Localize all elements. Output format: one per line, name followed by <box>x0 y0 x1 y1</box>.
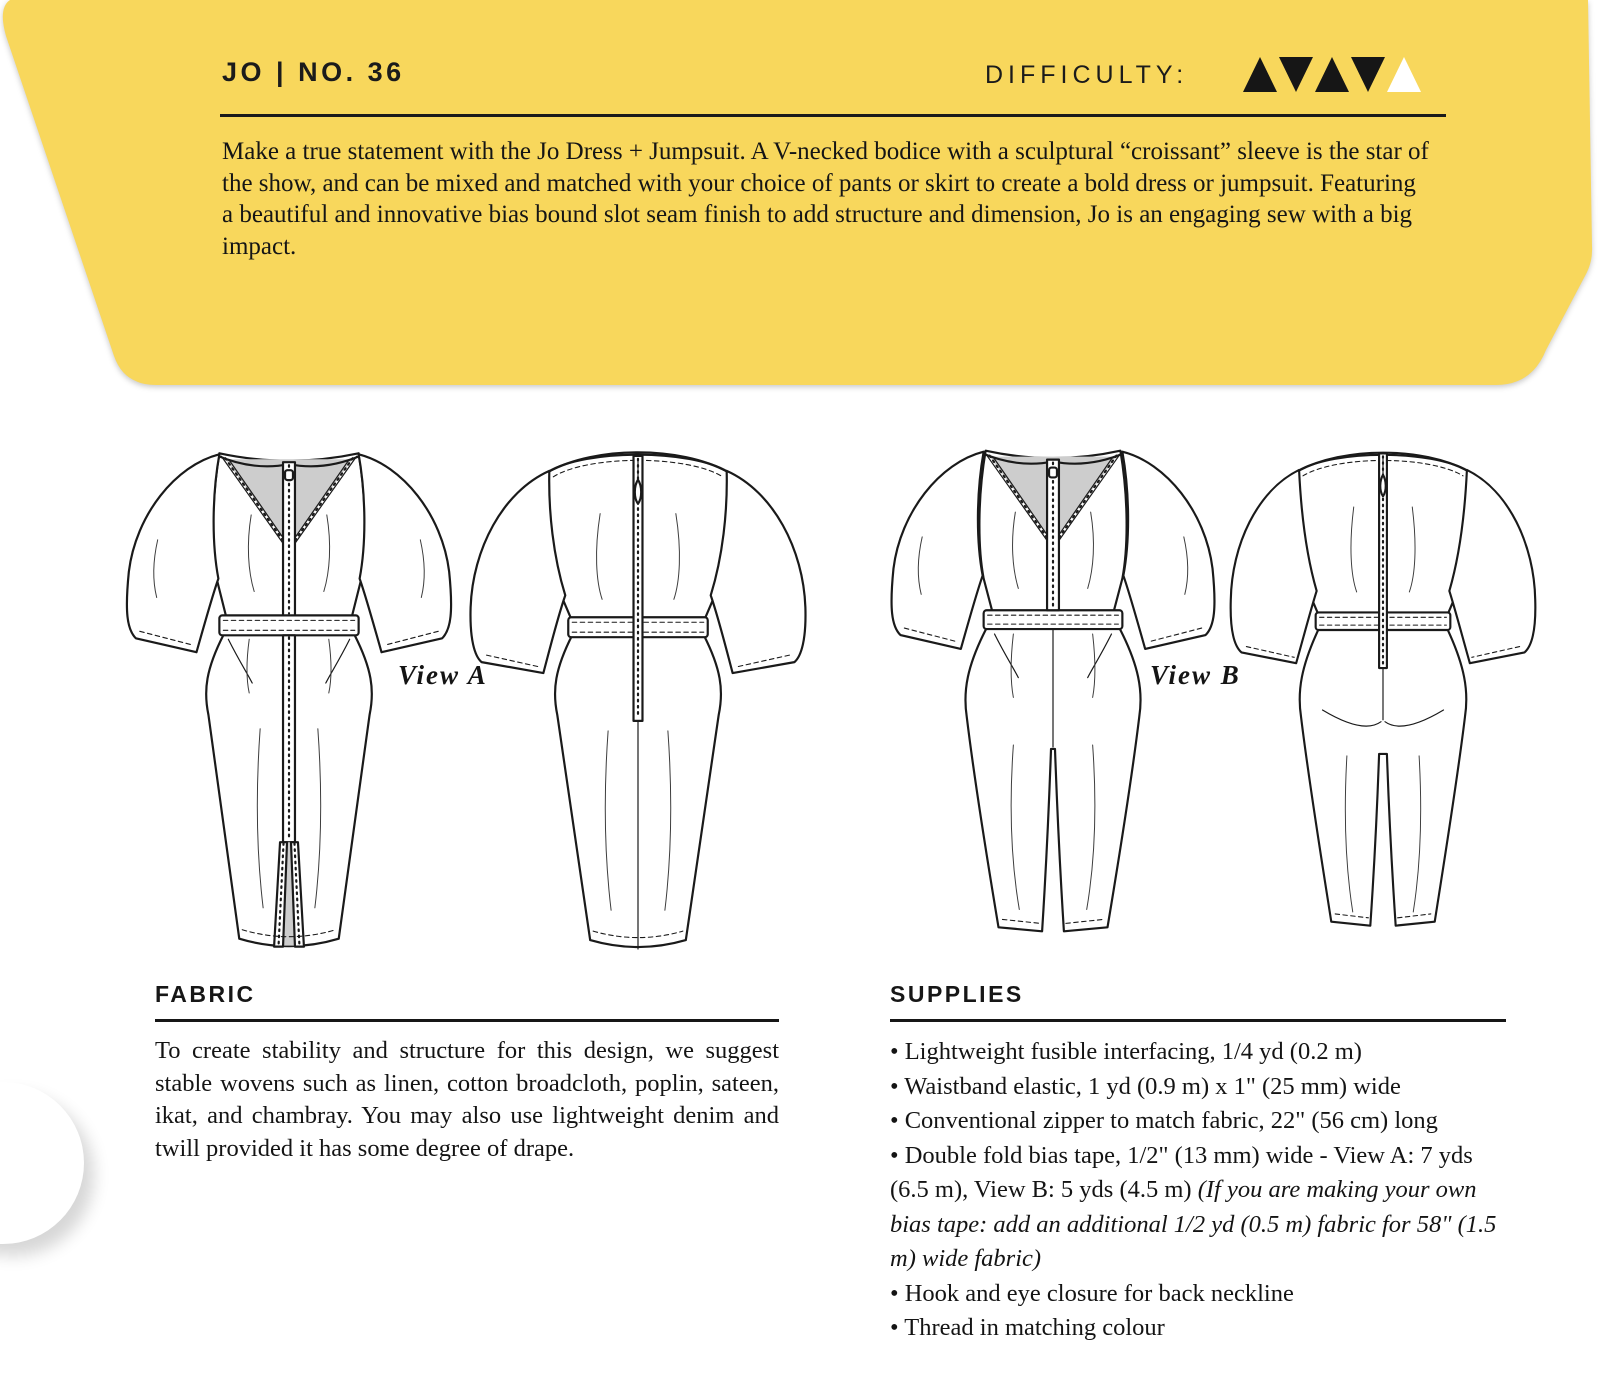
supplies-item: • Hook and eye closure for back neckline <box>890 1279 1294 1307</box>
dress-front-illustration <box>100 420 478 963</box>
down-filled-triangle-icon <box>1351 57 1385 92</box>
difficulty-triangles <box>1243 57 1421 92</box>
supplies-item: • Double fold bias tape, 1/2" (13 mm) wide - View A: 7 yds (6.5 m), View B: 5 yds (4.5 m) (If you are making your own bias tape: add an additional 1/2 yd (0.5 m) fabric for 58" (1.5 m) wide fabric) <box>890 1141 1497 1272</box>
up-filled-triangle-icon <box>1315 57 1349 92</box>
up-outline-triangle-icon <box>1387 57 1421 92</box>
supplies-heading: SUPPLIES <box>890 981 1024 1007</box>
pattern-description: Make a true statement with the Jo Dress + Jumpsuit. A V-necked bodice with a sculptural “croissant” sleeve is the star of the show, and can be mixed and matched with your choice of pants or skirt to create a bold dress or jumpsuit. Featuring a beautiful and innovative bias bound slot seam finish to add structure and dimension, Jo is an engaging sew with a big impact. <box>222 138 1429 260</box>
page-curl-button[interactable] <box>0 1082 84 1244</box>
page-title: JO | NO. 36 <box>222 57 405 87</box>
supplies-list <box>890 1035 1506 1346</box>
down-filled-triangle-icon <box>1279 57 1313 92</box>
fabric-divider <box>155 1019 779 1022</box>
view-b-label: View B <box>1150 660 1241 690</box>
dress-back-illustration <box>450 422 825 963</box>
supplies-item: • Lightweight fusible interfacing, 1/4 yd (0.2 m) <box>890 1038 1362 1065</box>
fabric-heading: FABRIC <box>155 981 256 1007</box>
supplies-item: • Conventional zipper to match fabric, 22" (56 cm) long <box>890 1107 1438 1134</box>
difficulty-label: DIFFICULTY: <box>985 61 1189 89</box>
supplies-divider <box>890 1019 1506 1022</box>
jumpsuit-back-illustration <box>1222 424 1544 956</box>
view-a-label: View A <box>398 660 488 690</box>
up-filled-triangle-icon <box>1243 57 1277 92</box>
fabric-body: To create stability and structure for this design, we suggest stable wovens such as linen, cotton broadcloth, poplin, sateen, ikat, and chambray. You may also use lightweight denim and twill provided it has some degree of drape. <box>155 1037 779 1162</box>
supplies-item: • Waistband elastic, 1 yd (0.9 m) x 1" (25 mm) wide <box>890 1072 1401 1100</box>
banner-divider <box>220 114 1446 117</box>
supplies-item: • Thread in matching colour <box>890 1314 1165 1341</box>
